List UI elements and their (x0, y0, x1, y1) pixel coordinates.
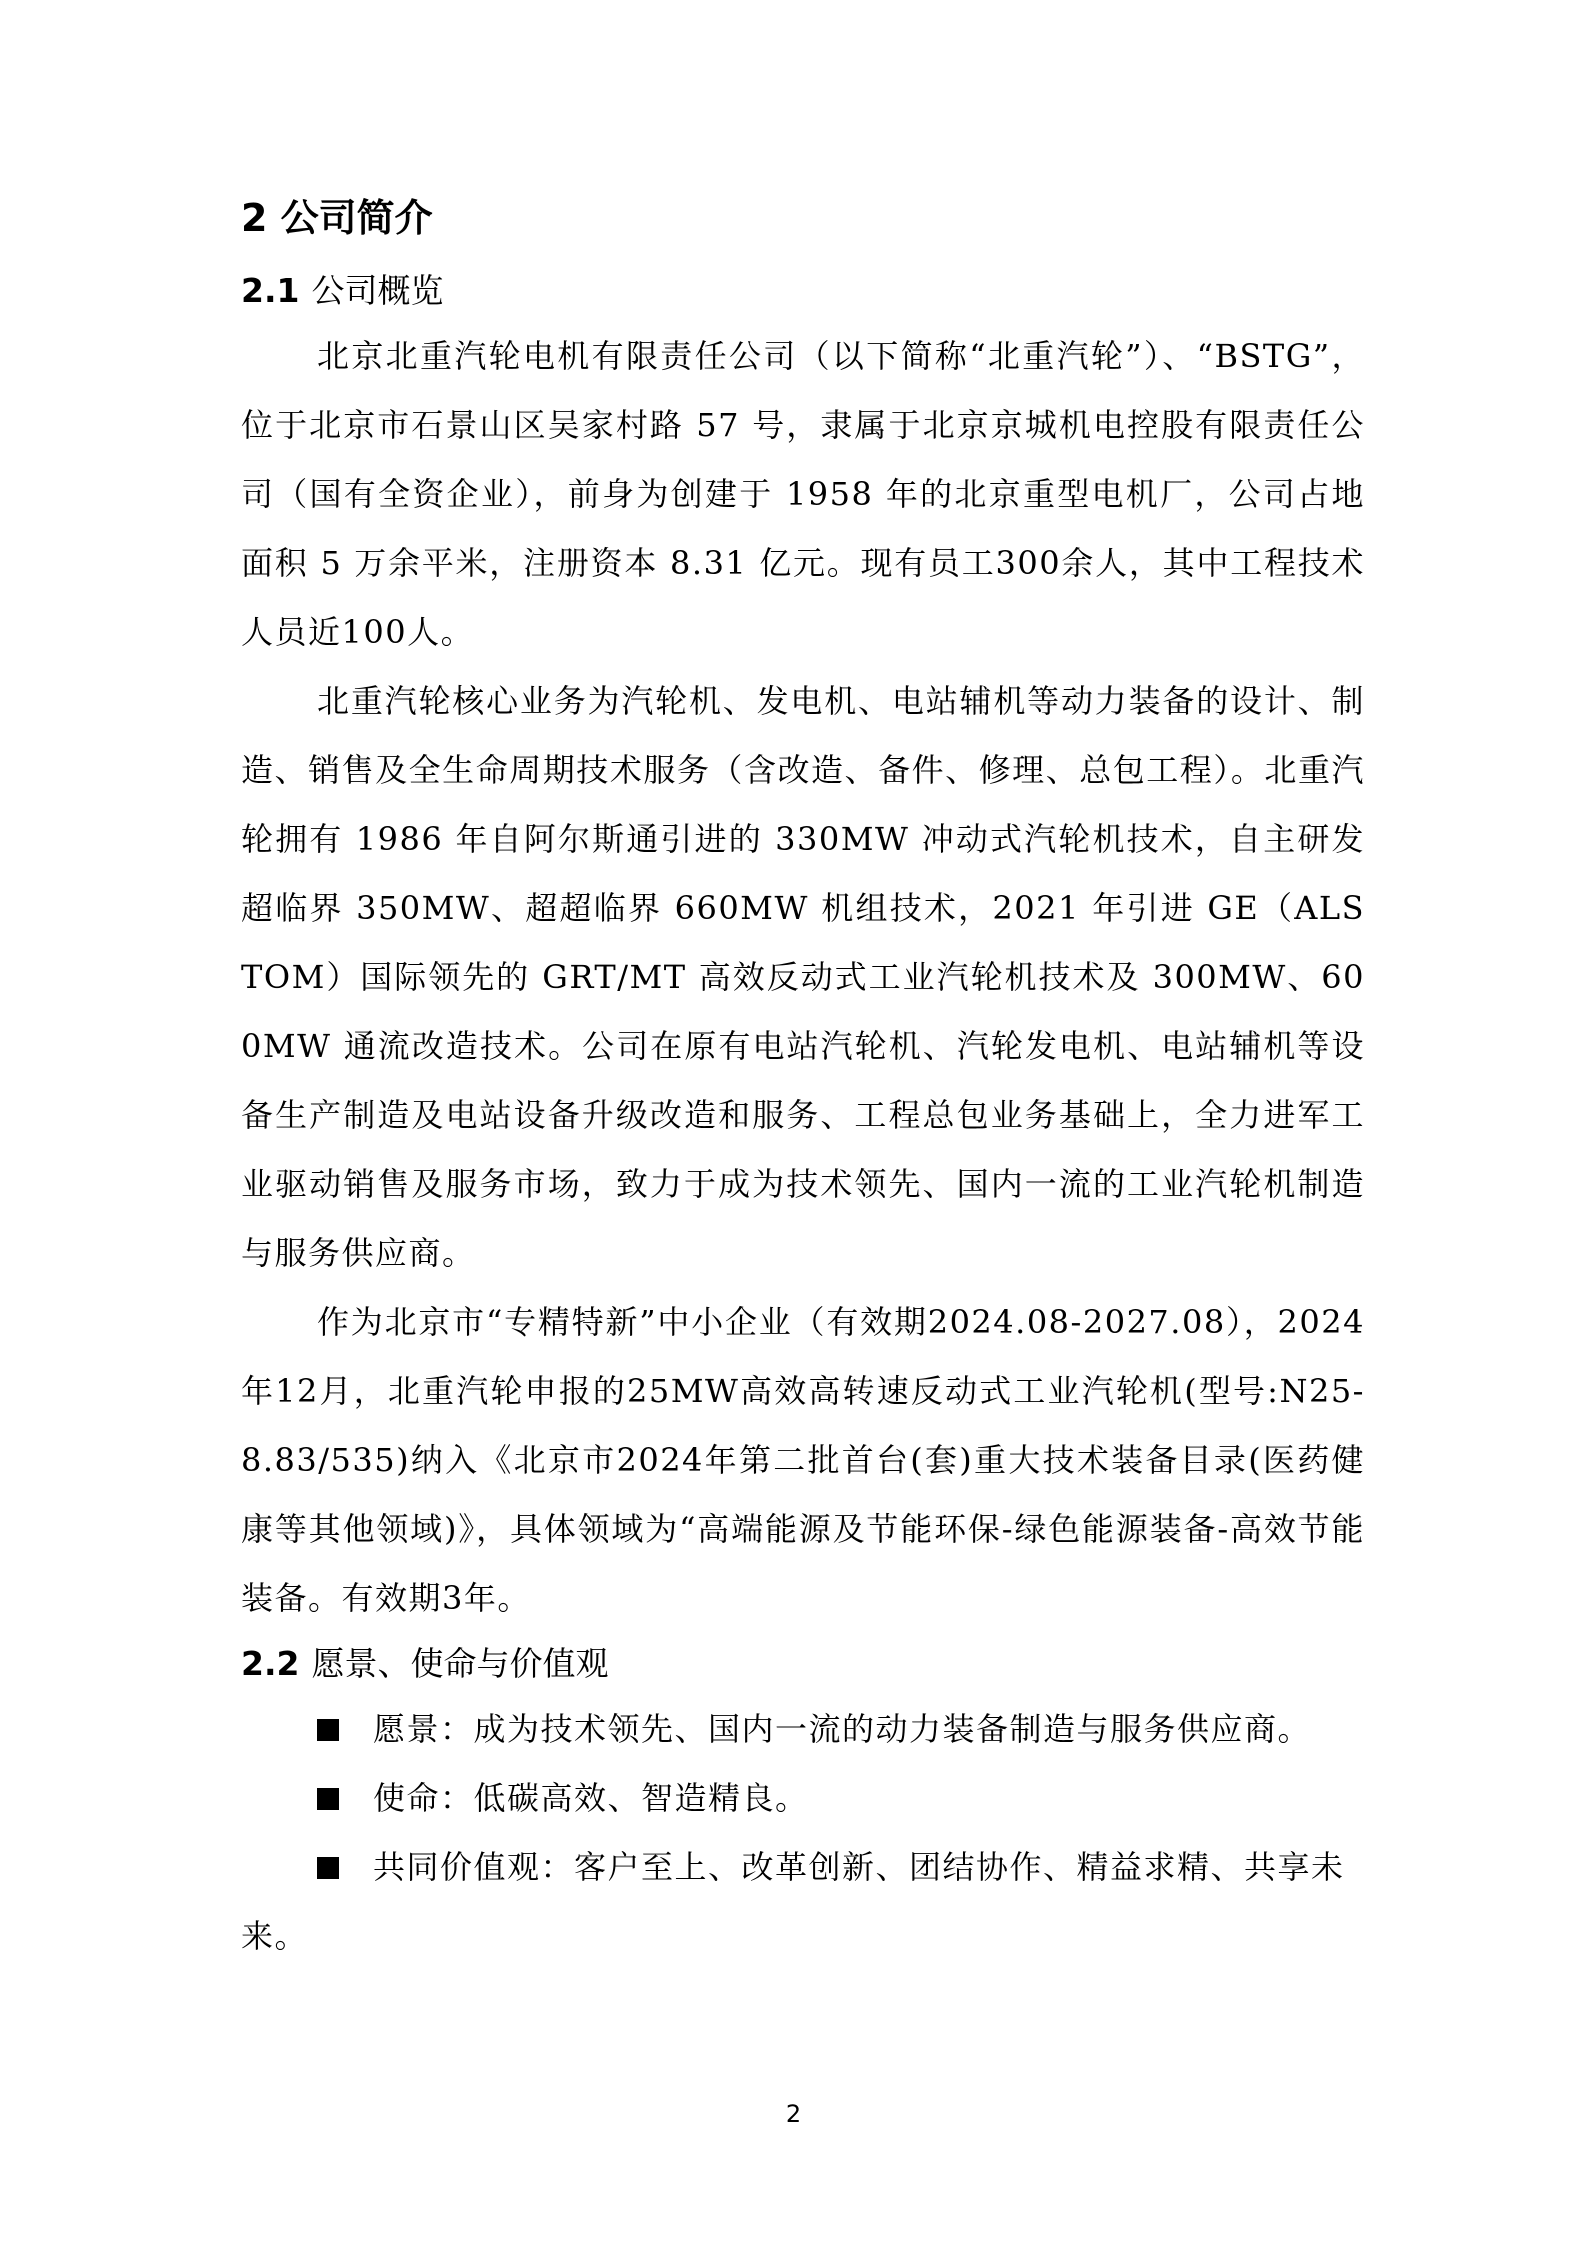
section-heading: 2 公司简介 (241, 196, 433, 240)
document-page (241, 190, 1365, 1971)
subsection-number: 2.1 (241, 271, 300, 310)
bullet-text: 使命：低碳高效、智造精良。 (373, 1779, 809, 1817)
subsection-number: 2.2 (241, 1644, 300, 1683)
bullet-item-vision (241, 1695, 1365, 1764)
bullet-text: 共同价值观：客户至上、改革创新、团结协作、精益求精、共享未来。 (241, 1848, 1345, 1955)
overview-paragraph-1: 北京北重汽轮电机有限责任公司（以下简称“北重汽轮”）、“BSTG”，位于北京市石景山区吴家村路 57 号，隶属于北京京城机电控股有限责任公司（国有全资企业），前身为创建于 1958 年的北京重型电机厂，公司占地面积 5 万余平米，注册资本 8.31 亿元。现有员工300余人，其中工程技术人员近100人。 (241, 337, 1365, 651)
overview-paragraph-3: 作为北京市“专精特新”中小企业（有效期2024.08-2027.08），2024年12月，北重汽轮申报的25MW高效高转速反动式工业汽轮机(型号:N25-8.83/535)纳入《北京市2024年第二批首台(套)重大技术装备目录(医药健康等其他领域)》，具体领域为“高端能源及节能环保-绿色能源装备-高效节能装备。有效期3年。 (241, 1303, 1365, 1617)
subsection-heading-overview (241, 260, 1365, 322)
subsection-heading-vision (241, 1633, 1365, 1695)
bullet-item-mission (241, 1764, 1365, 1833)
black-square-icon (317, 1719, 339, 1741)
black-square-icon (317, 1788, 339, 1810)
overview-paragraph-2: 北重汽轮核心业务为汽轮机、发电机、电站辅机等动力装备的设计、制造、销售及全生命周期技术服务（含改造、备件、修理、总包工程）。北重汽轮拥有 1986 年自阿尔斯通引进的 330MW 冲动式汽轮机技术，自主研发超临界 350MW、超超临界 660MW 机组技术，2021 年引进 GE（ALSTOM）国际领先的 GRT/MT 高效反动式工业汽轮机技术及 300MW、600MW 通流改造技术。公司在原有电站汽轮机、汽轮发电机、电站辅机等设备生产制造及电站设备升级改造和服务、工程总包业务基础上，全力进军工业驱动销售及服务市场，致力于成为技术领先、国内一流的工业汽轮机制造与服务供应商。 (241, 682, 1365, 1272)
subsection-title: 愿景、使命与价值观 (311, 1644, 609, 1683)
bullet-text: 愿景：成为技术领先、国内一流的动力装备制造与服务供应商。 (373, 1710, 1312, 1748)
subsection-title: 公司概览 (311, 271, 444, 310)
black-square-icon (317, 1857, 339, 1879)
page-number: 2 (785, 2100, 802, 2128)
bullet-item-values (241, 1833, 1365, 1971)
